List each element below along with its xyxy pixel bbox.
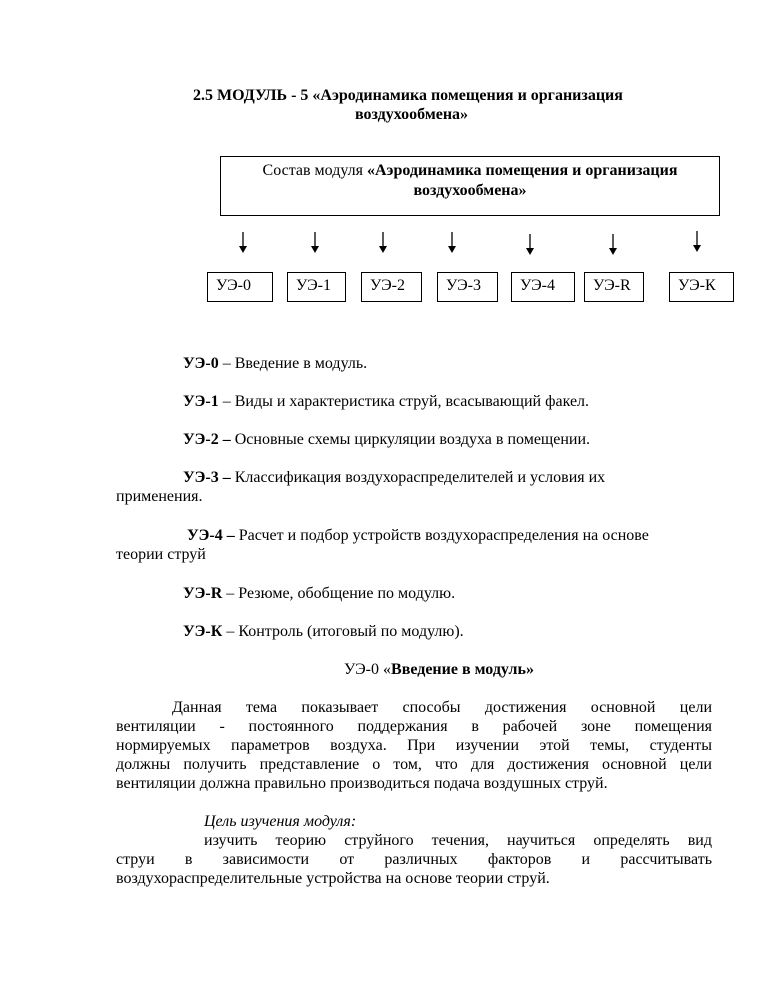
- down-arrow-icon: [608, 234, 618, 256]
- unit-text: – Контроль (итоговый по модулю).: [222, 623, 464, 640]
- section-heading: [344, 660, 534, 679]
- page-title-continuation: воздухообмена»: [355, 106, 469, 123]
- down-arrow-icon: [525, 234, 535, 256]
- unit-description: [183, 622, 464, 641]
- unit-text: – Резюме, обобщение по модулю.: [222, 585, 456, 602]
- unit-text: – Введение в модуль.: [218, 355, 368, 372]
- unit-description: [187, 526, 649, 545]
- intro-line: нормируемых параметров воздуха. При изучении этой темы, студенты: [116, 737, 712, 754]
- section-code: УЭ-0 «: [344, 661, 392, 678]
- unit-description: [183, 430, 590, 449]
- intro-line: должны получить представление о том, что для достижения основной цели: [116, 756, 712, 773]
- unit-text: – Виды и характеристика струй, всасывающий факел.: [218, 393, 590, 410]
- unit-code: УЭ-3 –: [183, 469, 231, 486]
- unit-box-ue-1: УЭ-1: [287, 272, 346, 302]
- unit-code: УЭ-0: [183, 355, 219, 372]
- unit-box-ue-0: УЭ-0: [207, 272, 273, 302]
- composition-title-continuation: воздухообмена»: [413, 182, 527, 199]
- unit-description: [183, 468, 605, 487]
- composition-prefix: Состав модуля: [262, 162, 367, 179]
- down-arrow-icon: [378, 232, 388, 254]
- unit-text: Расчет и подбор устройств воздухораспределения на основе: [234, 527, 649, 544]
- down-arrow-icon: [692, 231, 702, 253]
- section-title: Введение в модуль»: [391, 661, 534, 678]
- unit-code: УЭ-2 –: [183, 431, 231, 448]
- composition-title: «Аэродинамика помещения и организация: [366, 162, 678, 179]
- unit-box-ue-k: УЭ-К: [669, 272, 734, 302]
- down-arrow-icon: [310, 232, 320, 254]
- unit-text-continuation: теории струй: [116, 546, 206, 563]
- unit-box-ue-4: УЭ-4: [511, 272, 575, 302]
- unit-box-ue-3: УЭ-3: [437, 272, 498, 302]
- module-composition-box: [220, 156, 720, 216]
- intro-line: вентиляции должна правильно производиться подача воздушных струй.: [116, 775, 608, 792]
- goal-line: воздухораспределительные устройства на основе теории струй.: [116, 870, 550, 887]
- unit-text: Основные схемы циркуляции воздуха в помещении.: [230, 431, 591, 448]
- unit-code: УЭ-1: [183, 393, 219, 410]
- intro-line: Данная тема показывает способы достижения основной цели: [172, 699, 712, 716]
- unit-code: УЭ-К: [183, 623, 223, 640]
- unit-box-ue-r: УЭ-R: [584, 272, 644, 302]
- unit-code: УЭ-4 –: [187, 527, 235, 544]
- unit-text: Классификация воздухораспределителей и условия их: [230, 469, 606, 486]
- unit-box-ue-2: УЭ-2: [361, 272, 422, 302]
- unit-description: [183, 584, 455, 603]
- goal-label: Цель изучения модуля:: [204, 813, 357, 830]
- down-arrow-icon: [238, 232, 248, 254]
- unit-description: [183, 354, 367, 373]
- intro-line: вентиляции - постоянного поддержания в рабочей зоне помещения: [116, 718, 712, 735]
- unit-text-continuation: применения.: [116, 488, 203, 505]
- down-arrow-icon: [447, 232, 457, 254]
- unit-description: [183, 392, 589, 411]
- goal-line: изучить теорию струйного течения, научиться определять вид: [204, 832, 712, 849]
- unit-code: УЭ-R: [183, 585, 223, 602]
- goal-line: струи в зависимости от различных факторов и рассчитывать: [116, 851, 712, 868]
- page-title: 2.5 МОДУЛЬ - 5 «Аэродинамика помещения и организация: [193, 87, 623, 104]
